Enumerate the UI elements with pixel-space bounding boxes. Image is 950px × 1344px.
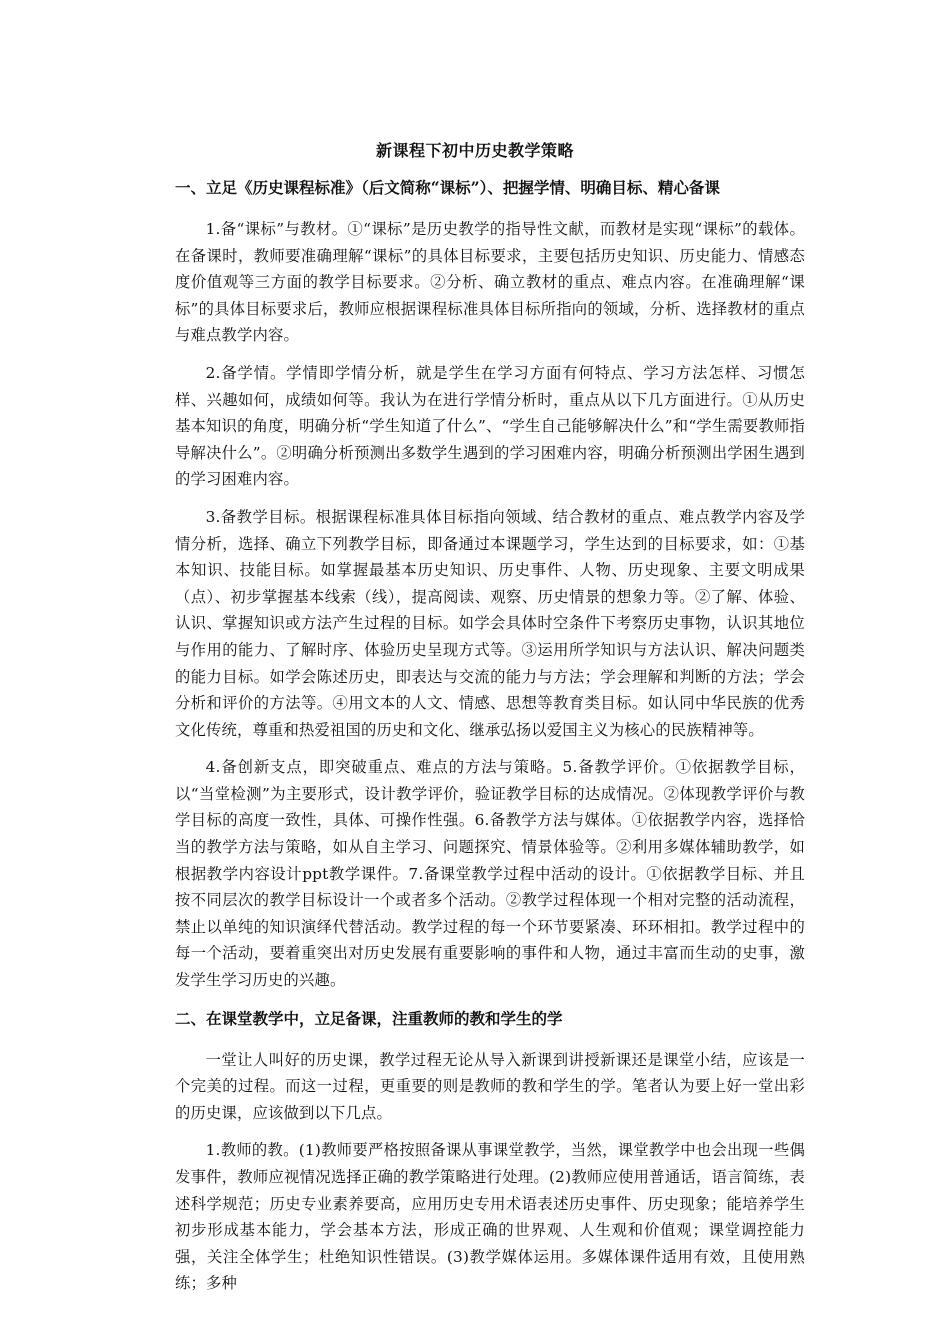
- paragraph: 一堂让人叫好的历史课，教学过程无论从导入新课到讲授新课还是课堂小结，应该是一个完美的过程。而这一过程，更重要的则是教师的教和学生的学。笔者认为要上好一堂出彩的历史课，应该做到以下几点。: [175, 1050, 805, 1122]
- paragraph: 1.备“课标”与教材。①“课标”是历史教学的指导性文献，而教材是实现“课标”的载体。在备课时，教师要准确理解“课标”的具体目标要求，主要包括历史知识、历史能力、情感态度价值观等三方面的教学目标要求。②分析、确立教材的重点、难点内容。在准确理解“课标”的具体目标要求后，教师应根据课程标准具体目标所指向的领域，分析、选择教材的重点与难点教学内容。: [175, 220, 805, 345]
- paragraph: 1.教师的教。(1)教师要严格按照备课从事课堂教学，当然，课堂教学中也会出现一些偶发事件，教师应视情况选择正确的教学策略进行处理。(2)教师应使用普通话，语言简练，表述科学规范；历史专业素养要高，应用历史专用术语表述历史事件、历史现象；能培养学生初步形成基本能力，学会基本方法，形成正确的世界观、人生观和价值观；课堂调控能力强，关注全体学生；杜绝知识性错误。(3)教学媒体运用。多媒体课件适用有效，且使用熟练；多种: [175, 1141, 805, 1293]
- document-title: 新课程下初中历史教学策略: [375, 141, 574, 160]
- paragraph: 3.备教学目标。根据课程标准具体目标指向领域、结合教材的重点、难点教学内容及学情分析，选择、确立下列教学目标，即备通过本课题学习，学生达到的目标要求，如：①基本知识、技能目标。如掌握最基本历史知识、历史事件、人物、历史现象、主要文明成果（点）、初步掌握基本线索（线），提高阅读、观察、历史情景的想象力等。②了解、体验、认识、掌握知识或方法产生过程的目标。如学会具体时空条件下考察历史事物，认识其地位与作用的能力、了解时序、体验历史呈现方式等。③运用所学知识与方法认识、解决问题类的能力目标。如学会陈述历史，即表达与交流的能力与方法；学会理解和判断的方法；学会分析和评价的方法等。④用文本的人文、情感、思想等教育类目标。如认同中华民族的优秀文化传统，尊重和热爱祖国的历史和文化、继承弘扬以爱国主义为核心的民族精神等。: [175, 507, 805, 739]
- paragraph: 4.备创新支点，即突破重点、难点的方法与策略。5.备教学评价。①依据教学目标，以“当堂检测”为主要形式，设计教学评价，验证教学目标的达成情况。②体现教学评价与教学目标的高度一致性，具体、可操作性强。6.备教学方法与媒体。①依据教学内容，选择恰当的教学方法与策略，如从自主学习、问题探究、情景体验等。②利用多媒体辅助教学，如根据教学内容设计ppt教学课件。7.备课堂教学过程中活动的设计。①依据教学目标、并且按不同层次的教学目标设计一个或者多个活动。②教学过程体现一个相对完整的活动流程，禁止以单纯的知识演绎代替活动。教学过程的每一个环节要紧凑、环环相扣。教学过程中的每一个活动，要着重突出对历史发展有重要影响的事件和人物，通过丰富而生动的史事，激发学生学习历史的兴趣。: [175, 758, 805, 990]
- section-heading-2: 二、在课堂教学中，立足备课，注重教师的教和学生的学: [175, 1008, 563, 1028]
- paragraph: 2.备学情。学情即学情分析，就是学生在学习方面有何特点、学习方法怎样、习惯怎样、兴趣如何，成绩如何等。我认为在进行学情分析时，重点从以下几方面进行。①从历史基本知识的角度，明确分析“学生知道了什么”、“学生自己能够解决什么”和“学生需要教师指导解决什么”。②明确分析预测出多数学生遇到的学习困难内容，明确分析预测出学困生遇到的学习困难内容。: [175, 363, 805, 489]
- document-body: [175, 174, 805, 1308]
- section-heading-1: 一、立足《历史课程标准》（后文简称“课标”）、把握学情、明确目标、精心备课: [175, 178, 720, 197]
